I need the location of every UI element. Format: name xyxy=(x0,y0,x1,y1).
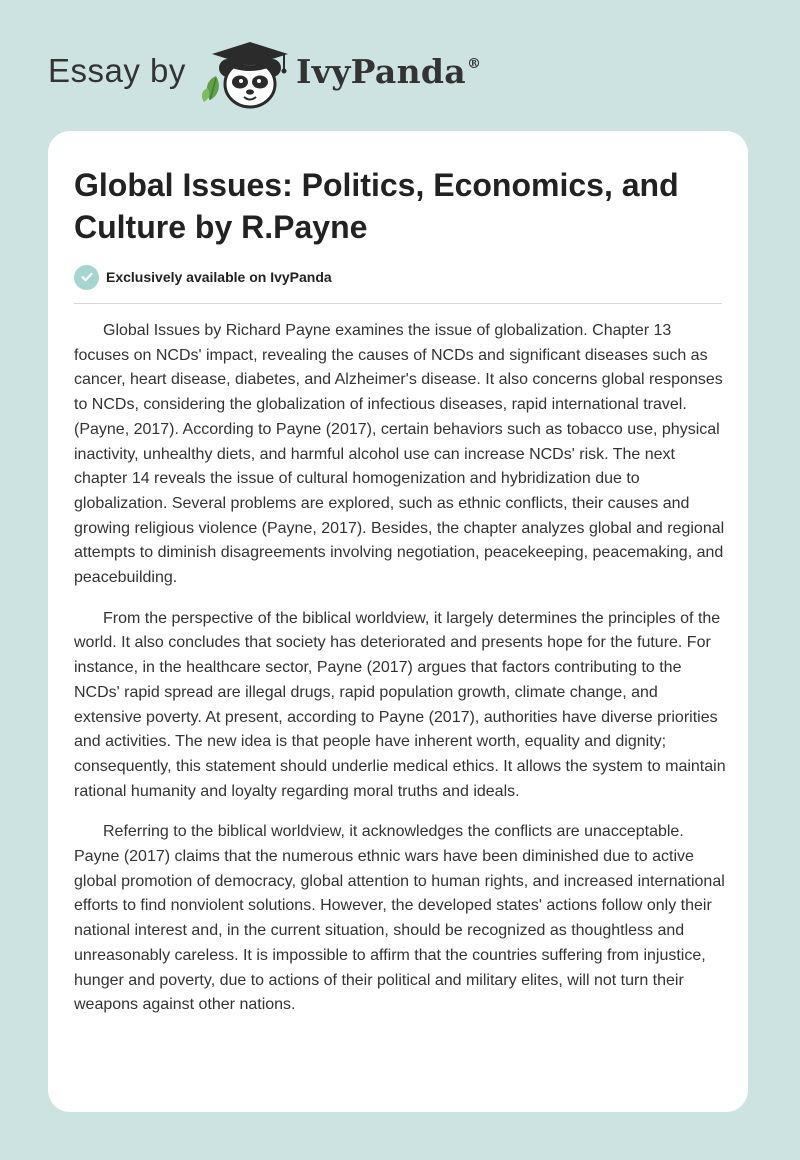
site-header xyxy=(0,0,800,130)
paragraph: Referring to the biblical worldview, it acknowledges the conflicts are unacceptable. Payne (2017) claims that the numerous ethnic wars have been diminished due to active global promotion of democracy, global attention to human rights, and increased international efforts to find nonviolent solutions. However, the developed states' actions follow only their national interest and, in the current situation, should be recognized as thoughtless and unreasonably careless. It is impossible to affirm that the countries suffering from injustice, hunger and poverty, due to actions of their political and military elites, will not turn their weapons against other nations. xyxy=(74,823,725,1014)
paragraph: From the perspective of the biblical worldview, it largely determines the principles of the world. It also concludes that society has deteriorated and presents hope for the future. For instance, in the healthcare sector, Payne (2017) argues that factors contributing to the NCDs' rapid spread are illegal drugs, rapid population growth, climate change, and extensive poverty. At present, according to Payne (2017), authorities have diverse priorities and activities. The new idea is that people have inherent worth, equality and dignity; consequently, this statement should underlie medical ethics. It allows the system to maintain rational humanity and loyalty regarding moral truths and ideals. xyxy=(74,609,726,800)
paragraph: Global Issues by Richard Payne examines the issue of globalization. Chapter 13 focuses on NCDs' impact, revealing the causes of NCDs and significant diseases such as cancer, heart disease, diabetes, and Alzheimer's disease. It also concerns global responses to NCDs, considering the globalization of infectious diseases, rapid international travel. (Payne, 2017). According to Payne (2017), certain behaviors such as tobacco use, physical inactivity, unhealthy diets, and harmful alcohol use can increase NCDs' risk. The next chapter 14 reveals the issue of cultural homogenization and hybridization due to globalization. Several problems are explored, such as ethnic conflicts, their causes and growing religious violence (Payne, 2017). Besides, the chapter analyzes global and regional attempts to diminish disagreements involving negotiation, peacekeeping, peacemaking, and peacebuilding. xyxy=(74,322,725,587)
divider xyxy=(74,303,722,304)
exclusive-badge xyxy=(74,264,332,290)
leaf-icon xyxy=(202,76,219,102)
essay-title: Global Issues: Politics, Economics, and Culture by R.Payne xyxy=(74,167,679,245)
panda-graduation-cap-icon[interactable] xyxy=(198,36,294,112)
brand-name[interactable] xyxy=(296,52,481,91)
essay-by-label: Essay by xyxy=(48,52,186,89)
essay-body xyxy=(74,319,726,1034)
registered-mark: ® xyxy=(466,56,482,72)
exclusive-badge-text: Exclusively available on IvyPanda xyxy=(106,269,332,285)
check-icon xyxy=(74,265,99,290)
essay-card xyxy=(48,131,748,1112)
brand-name-text: IvyPanda xyxy=(296,52,466,91)
